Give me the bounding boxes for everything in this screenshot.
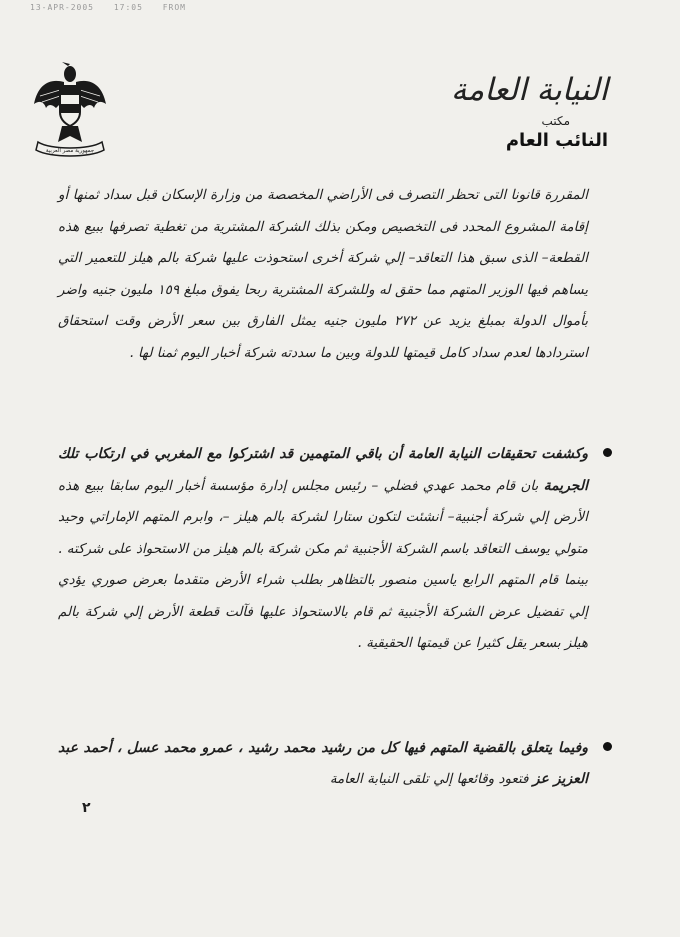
- paragraph-3-text: فتعود وقائعها إلي تلقى النيابة العامة: [329, 771, 533, 787]
- paragraph-2-lead: وكشفت تحقيقات النيابة العامة أن باقي المتهمين قد اشتركوا مع المغربي في ارتكاب تلك الجريمة: [58, 446, 588, 494]
- bullet-icon: [603, 742, 612, 751]
- paragraph-2: [58, 439, 588, 660]
- bullet-icon: [603, 448, 612, 457]
- paragraph-2-text: بان قام محمد عهدي فضلي – رئيس مجلس إدارة مؤسسة أخبار اليوم سابقا ببيع هذه الأرض إلي شركة أجنبية– أنشئت لتكون ستارا لشركة بالم هيلز –، وابرم المتهم الإماراتي وحيد متولي يوسف التعاقد باسم الشركة الأجنبية ثم مكن شركة بالم هيلز من الاستحواذ على شركته . بينما قام المتهم الرابع ياسين منصور بالتظاهر بطلب شراء الأرض متقدما بعرض صوري يؤدي إلي تفضيل عرض الشركة الأجنبية ثم قام بالاستحواذ عليها فآلت قطعة الأرض إلي شركة بالم هيلز بسعر يقل كثيرا عن قيمتها الحقيقية .: [58, 477, 588, 651]
- office-name: النائب العام: [505, 130, 608, 151]
- paragraph-1: المقررة قانونا التى تحظر التصرف فى الأراضي المخصصة من وزارة الإسكان قبل سداد ثمنها أو إقامة المشروع المحدد فى التخصيص ومكن بذلك الشركة المشترية من تغطية تصرفها ببيع هذه القطعة– الذى سبق هذا التعاقد– إلي شركة أخرى استحوذت عليها شركة بالم هيلز للتعمير التي يساهم فيها الوزير المتهم مما حقق له وللشركة المشترية ربحا يفوق مبلغ ١٥٩ مليون جنيه واضر بأموال الدولة بمبلغ يزيد عن ٢٧٢ مليون جنيه يمثل الفارق بين سعر الأرض وقت استحقاق استردادها لعدم سداد كامل قيمتها للدولة وبين ما سددته شركة أخبار اليوم ثمنا لها .: [58, 187, 588, 361]
- fax-time: 17:05: [113, 3, 143, 12]
- paragraph-3-lead: وفيما يتعلق بالقضية المتهم فيها كل من رشيد محمد رشيد ، عمرو محمد عسل ، أحمد عبد العزيز عز: [58, 740, 588, 787]
- fax-from: FROM: [162, 3, 186, 12]
- paragraph-3: [58, 733, 588, 795]
- office-subtitle: مكتب: [541, 114, 570, 128]
- emblem-caption: جمهورية مصر العربية: [45, 148, 95, 154]
- page-number: ٢: [82, 800, 91, 816]
- fax-header: [30, 3, 200, 12]
- eagle-emblem-icon: [30, 60, 110, 160]
- office-letterhead: [451, 72, 608, 151]
- fax-date: 13-APR-2005: [30, 3, 94, 12]
- office-title: النيابة العامة: [451, 72, 608, 108]
